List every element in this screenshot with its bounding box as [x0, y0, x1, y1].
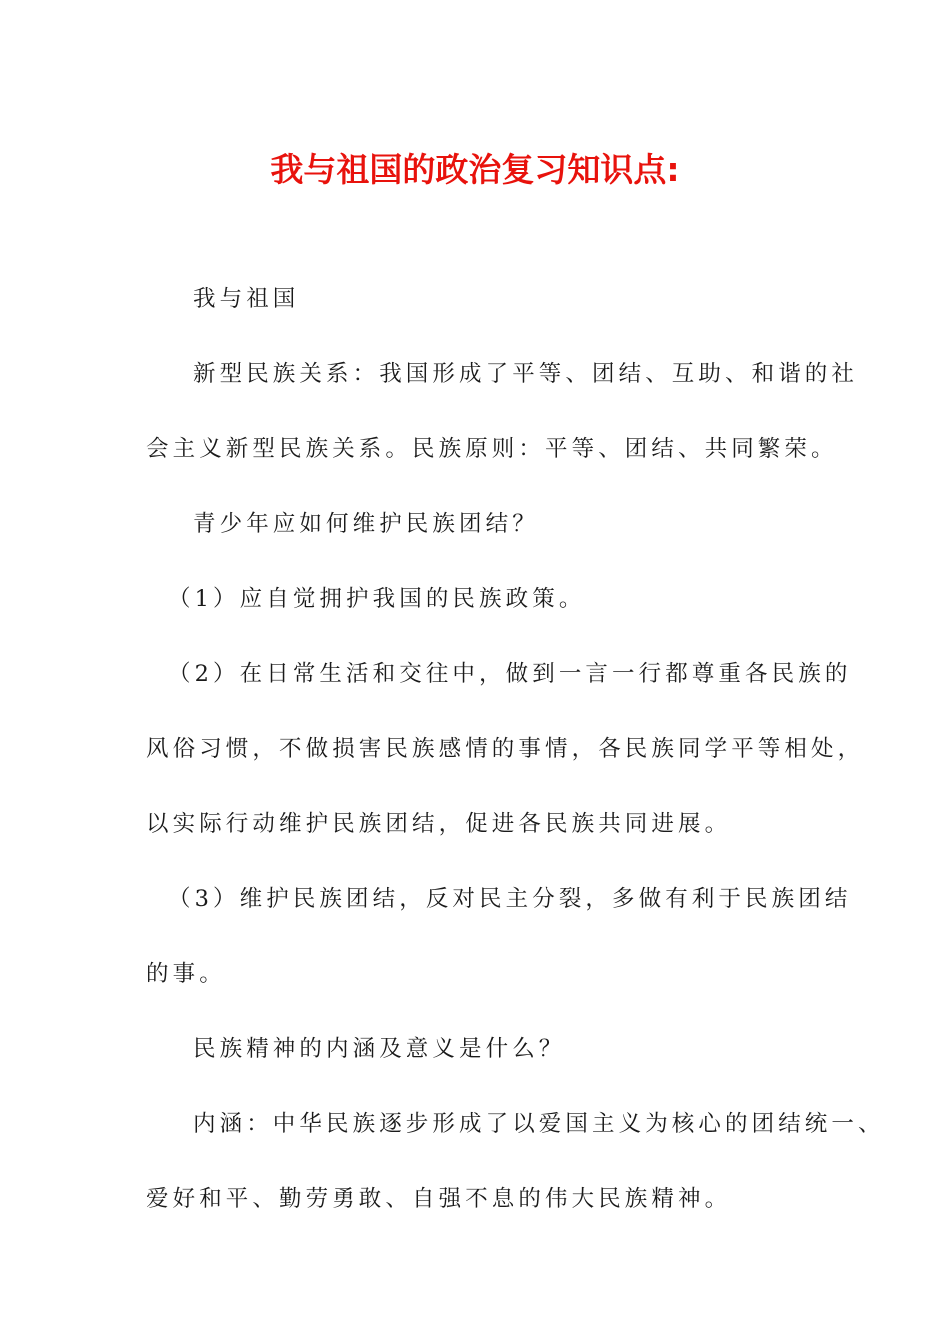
list-item: （2）在日常生活和交往中，做到一言一行都尊重各民族的 [168, 661, 852, 687]
question-line: 民族精神的内涵及意义是什么？ [193, 1036, 566, 1062]
paragraph-line: 内涵：中华民族逐步形成了以爱国主义为核心的团结统一、 [193, 1111, 885, 1137]
paragraph-line: 会主义新型民族关系。民族原则：平等、团结、共同繁荣。 [146, 436, 838, 462]
paragraph-line: 的事。 [146, 961, 226, 987]
paragraph-line: 风俗习惯，不做损害民族感情的事情，各民族同学平等相处， [146, 736, 865, 762]
paragraph-line: 新型民族关系：我国形成了平等、团结、互助、和谐的社 [193, 361, 859, 387]
question-line: 青少年应如何维护民族团结？ [193, 511, 539, 537]
section-heading: 我与祖国 [193, 286, 300, 312]
paragraph-line: 以实际行动维护民族团结，促进各民族共同进展。 [146, 811, 732, 837]
list-item: （3）维护民族团结，反对民主分裂，多做有利于民族团结 [168, 886, 852, 912]
paragraph-line: 爱好和平、勤劳勇敢、自强不息的伟大民族精神。 [146, 1186, 732, 1212]
document-title: 我与祖国的政治复习知识点: [270, 150, 680, 189]
list-item: （1）应自觉拥护我国的民族政策。 [168, 586, 586, 612]
